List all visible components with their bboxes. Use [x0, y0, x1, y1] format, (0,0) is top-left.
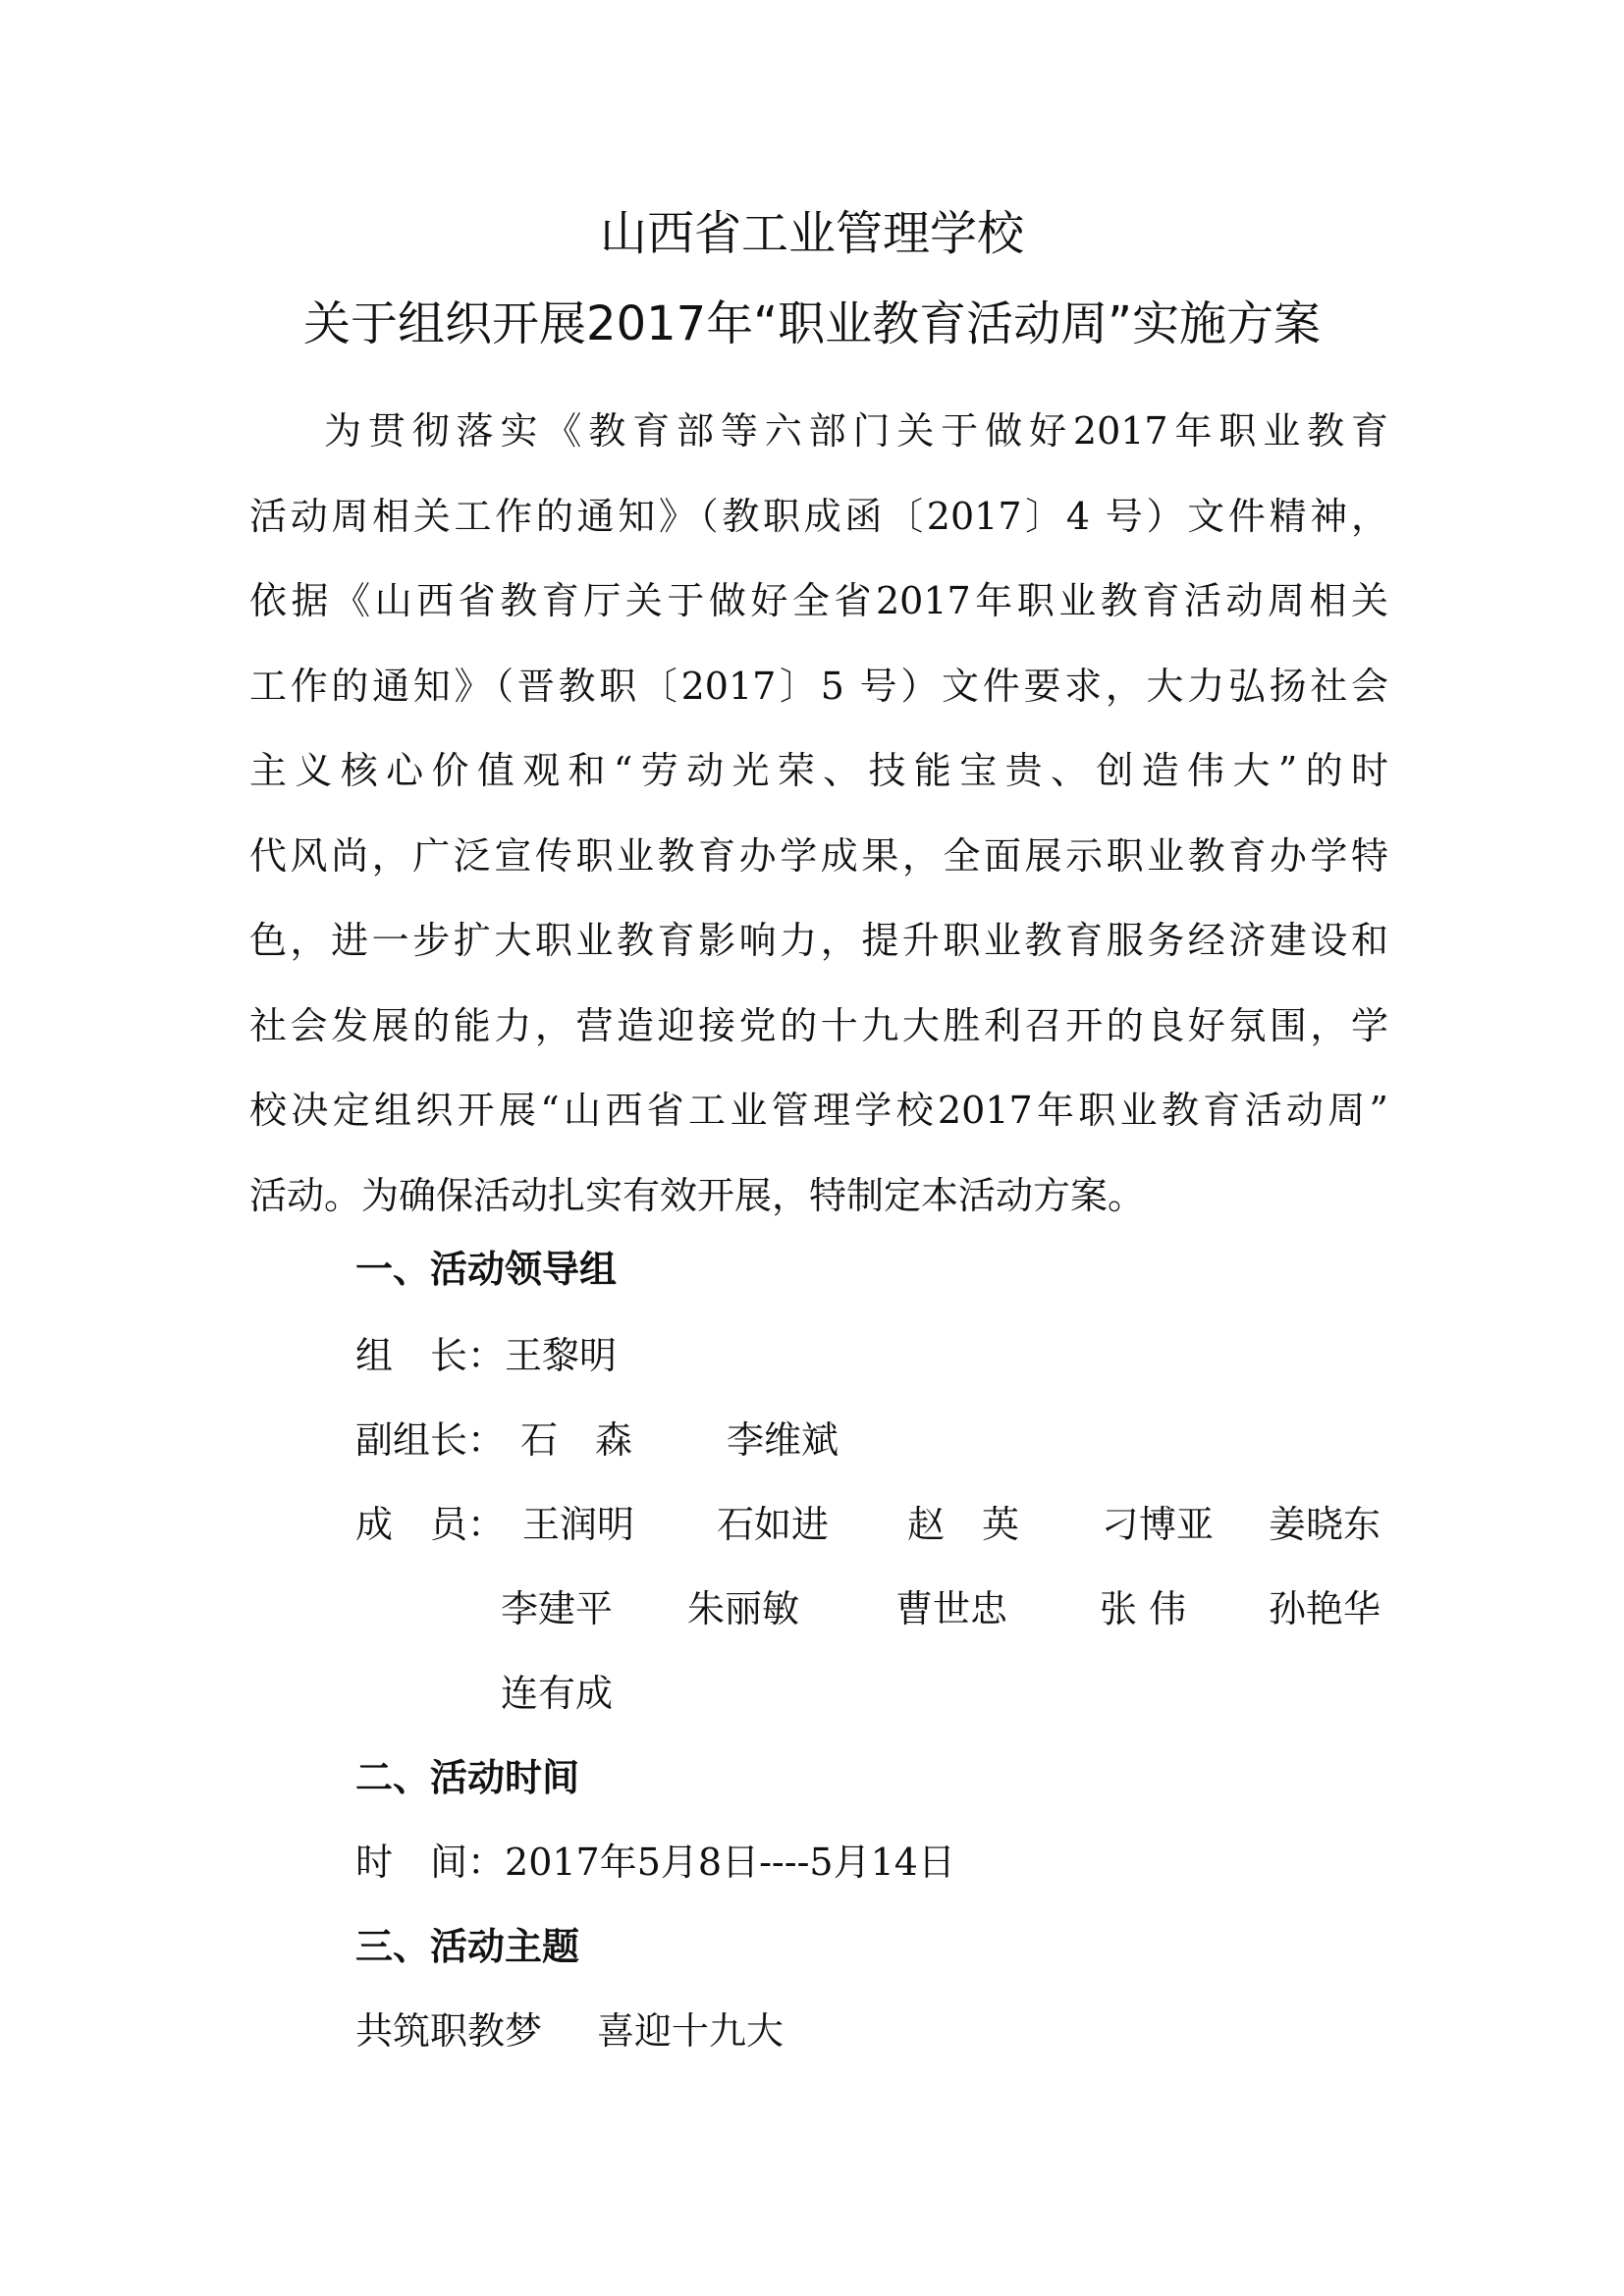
theme-text: 喜迎十九大 [597, 2009, 785, 2053]
members-row-3 [501, 1669, 613, 1718]
member-name: 刁博亚 [1102, 1503, 1215, 1546]
leader-row [355, 1331, 617, 1380]
member-name: 姜晓东 [1269, 1503, 1381, 1546]
member-name: 石如进 [717, 1503, 830, 1546]
member-name: 朱丽敏 [687, 1587, 800, 1630]
intro-paragraph [249, 389, 1388, 1238]
intro-line: 校决定组织开展“山西省工业管理学校2017年职业教育活动周” [249, 1089, 1388, 1132]
document-title-plan: 关于组织开展2017年“职业教育活动周”实施方案 [303, 296, 1321, 351]
member-name: 张 伟 [1100, 1587, 1187, 1630]
document-title-school: 山西省工业管理学校 [599, 206, 1024, 261]
members-label: 成 员： [355, 1503, 506, 1546]
member-name: 孙艳华 [1269, 1587, 1381, 1630]
member-name: 连有成 [501, 1672, 614, 1715]
time-row [355, 1838, 955, 1887]
time-label: 时 间： [355, 1841, 506, 1884]
section-heading-theme: 三、活动主题 [355, 1925, 580, 1968]
leader-label: 组 长： [355, 1334, 506, 1377]
member-name: 曹世忠 [895, 1587, 1008, 1630]
time-value: 2017年5月8日----5月14日 [505, 1841, 955, 1884]
deputy-row [355, 1415, 1337, 1465]
member-name: 王润明 [522, 1503, 635, 1546]
member-name: 赵 英 [907, 1503, 1020, 1546]
intro-line: 活动。为确保活动扎实有效开展，特制定本活动方案。 [249, 1173, 1146, 1217]
theme-text: 共筑职教梦 [355, 2009, 543, 2053]
leader-name: 王黎明 [505, 1334, 618, 1377]
member-name: 李建平 [501, 1587, 614, 1630]
section-heading-time: 二、活动时间 [355, 1756, 580, 1799]
intro-line: 依据《山西省教育厅关于做好全省2017年职业教育活动周相关 [249, 579, 1388, 622]
deputy-name: 石 森 [520, 1418, 633, 1462]
deputy-label: 副组长： [355, 1418, 506, 1462]
intro-line: 为贯彻落实《教育部等六部门关于做好2017年职业教育 [324, 409, 1388, 453]
theme-row [355, 2006, 945, 2056]
section-heading-leadership: 一、活动领导组 [355, 1248, 618, 1291]
members-row-2 [355, 1584, 1396, 1633]
intro-line: 社会发展的能力，营造迎接党的十九大胜利召开的良好氛围，学 [249, 1003, 1388, 1047]
intro-line: 活动周相关工作的通知》（教职成函〔2017〕4 号）文件精神， [249, 494, 1388, 538]
intro-line: 色，进一步扩大职业教育影响力，提升职业教育服务经济建设和 [249, 919, 1388, 962]
intro-line: 主义核心价值观和“劳动光荣、技能宝贵、创造伟大”的时 [249, 749, 1388, 792]
intro-line: 工作的通知》（晋教职〔2017〕5 号）文件要求，大力弘扬社会 [249, 664, 1388, 708]
deputy-name: 李维斌 [727, 1418, 839, 1462]
intro-line: 代风尚，广泛宣传职业教育办学成果，全面展示职业教育办学特 [249, 833, 1388, 878]
members-row-1 [355, 1500, 1396, 1549]
